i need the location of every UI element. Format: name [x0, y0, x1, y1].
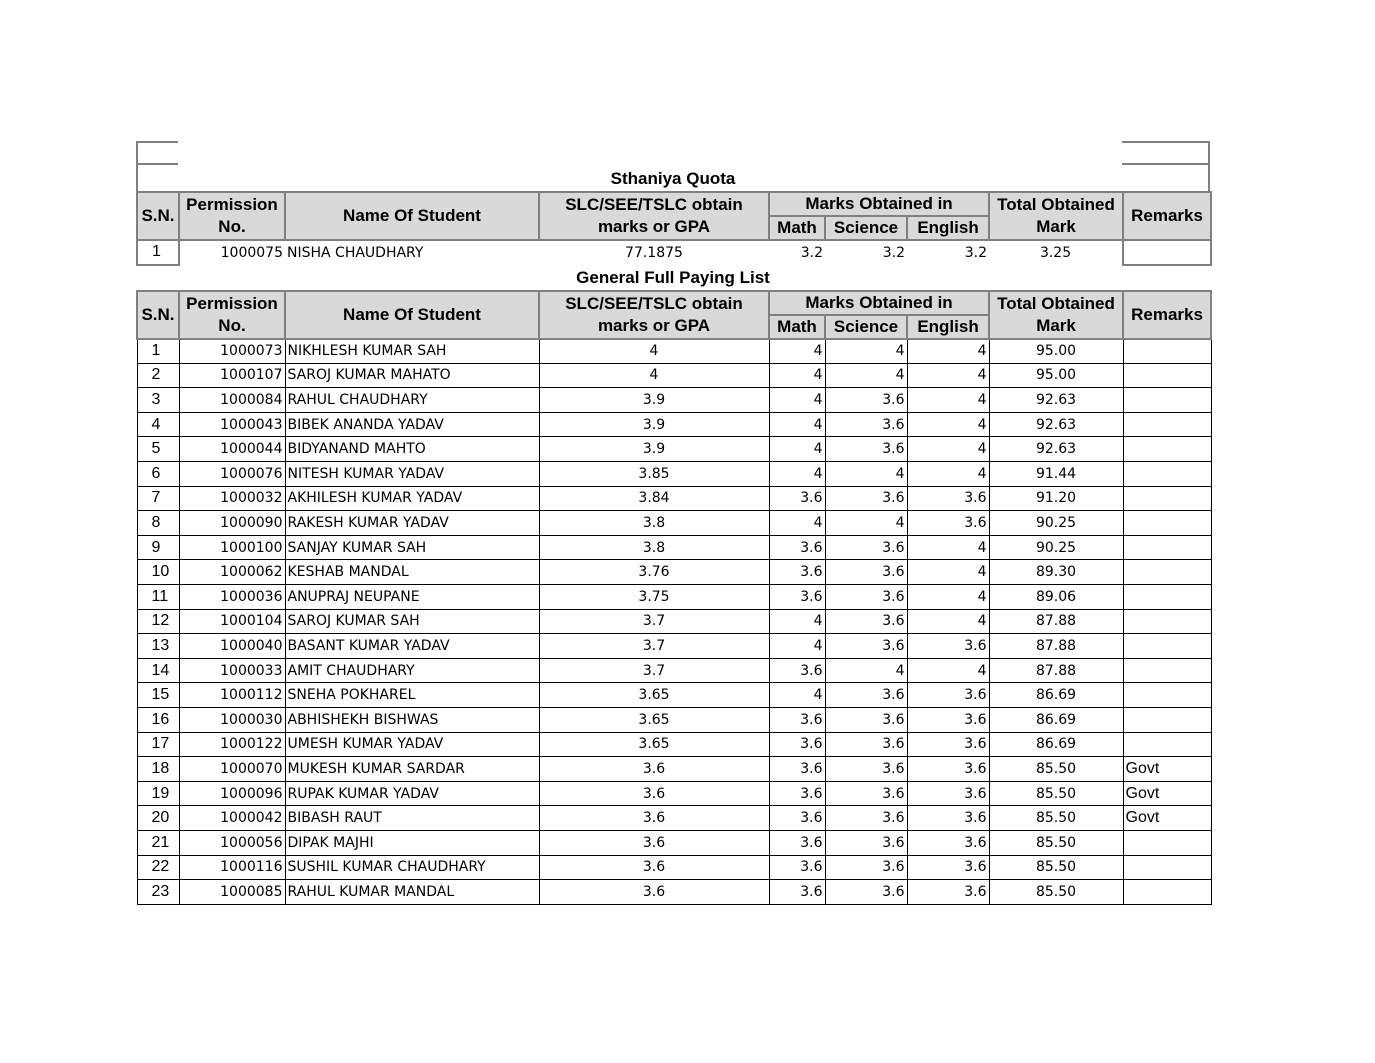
cell-student-name: SUSHIL KUMAR CHAUDHARY: [285, 855, 539, 880]
general-full-paying-title: General Full Paying List: [576, 267, 770, 287]
cell-english: 3.6: [907, 880, 989, 905]
header-total-line1: Total Obtained: [997, 195, 1115, 214]
cell-science: 3.6: [825, 683, 907, 708]
cell-total-mark: 85.50: [989, 781, 1123, 806]
cell-total-mark: 92.63: [989, 437, 1123, 462]
cell-science: 4: [825, 511, 907, 536]
cell-math: 3.6: [769, 535, 825, 560]
cell-math: 4: [769, 437, 825, 462]
cell-student-name: RAKESH KUMAR YADAV: [285, 511, 539, 536]
header-sn: S.N.: [137, 192, 179, 240]
cell-math: 3.6: [769, 757, 825, 782]
cell-remarks: Govt: [1123, 781, 1211, 806]
cell-science: 4: [825, 462, 907, 487]
cell-gpa: 3.8: [539, 535, 769, 560]
header-permission-line2: No.: [218, 315, 246, 335]
cell-math: 4: [769, 634, 825, 659]
table-row: [137, 806, 1211, 831]
cell-remarks: [1123, 634, 1211, 659]
cell-english: 3.6: [907, 830, 989, 855]
cell-science: 3.6: [825, 560, 907, 585]
table-row: [137, 708, 1211, 733]
cell-student-name: RUPAK KUMAR YADAV: [285, 781, 539, 806]
cell-student-name: RAHUL KUMAR MANDAL: [285, 880, 539, 905]
cell-gpa: 3.6: [539, 757, 769, 782]
header-gpa-line2: marks or GPA: [597, 315, 711, 335]
cell-math: 4: [769, 683, 825, 708]
cell-total-mark: 85.50: [989, 880, 1123, 905]
cell-permission-no: 1000076: [179, 462, 285, 487]
cell-gpa: 3.65: [539, 683, 769, 708]
cell-gpa: 3.76: [539, 560, 769, 585]
header-student-name: Name Of Student: [285, 291, 539, 339]
header-total-mark: [989, 291, 1123, 339]
cell-science: 3.6: [825, 757, 907, 782]
cell-gpa: 3.85: [539, 462, 769, 487]
cell-remarks: [1123, 880, 1211, 905]
cell-gpa: 3.84: [539, 486, 769, 511]
header-remarks: Remarks: [1123, 192, 1211, 240]
table-row: [137, 609, 1211, 634]
header-gpa: [539, 291, 769, 339]
cell-science: 3.6: [825, 585, 907, 610]
cell-permission-no: 1000100: [179, 535, 285, 560]
cell-sn: 12: [137, 609, 179, 634]
cell-sn: 10: [137, 560, 179, 585]
cell-sn: 11: [137, 585, 179, 610]
cell-english: 4: [907, 609, 989, 634]
cell-gpa: 3.75: [539, 585, 769, 610]
cell-science: 3.6: [825, 830, 907, 855]
cell-total-mark: 85.50: [989, 806, 1123, 831]
cell-english: 4: [907, 560, 989, 585]
table-row: [137, 560, 1211, 585]
result-sheet: [136, 141, 1210, 905]
cell-student-name: BASANT KUMAR YADAV: [285, 634, 539, 659]
header-gpa-line2: marks or GPA: [597, 217, 711, 236]
cell-science: 4: [825, 339, 907, 364]
cell-permission-no: 1000042: [179, 806, 285, 831]
table-row: [137, 781, 1211, 806]
cell-remarks: [1123, 535, 1211, 560]
cell-remarks: [1123, 388, 1211, 413]
cell-student-name: BIBASH RAUT: [285, 806, 539, 831]
cell-sn: 17: [137, 732, 179, 757]
cell-student-name: NITESH KUMAR YADAV: [285, 462, 539, 487]
cell-science: 3.6: [825, 609, 907, 634]
cell-gpa: 3.9: [539, 412, 769, 437]
cell-remarks: [1123, 732, 1211, 757]
cell-math: 4: [769, 609, 825, 634]
cell-permission-no: 1000044: [179, 437, 285, 462]
cell-permission-no: 1000090: [179, 511, 285, 536]
cell-total-mark: 87.88: [989, 609, 1123, 634]
cell-math: 4: [769, 511, 825, 536]
cell-gpa: 3.8: [539, 511, 769, 536]
header-permission-line1: Permission: [186, 293, 278, 313]
cell-sn: 18: [137, 757, 179, 782]
cell-remarks: [1123, 363, 1211, 388]
table-row: [137, 757, 1211, 782]
cell-english: 3.6: [907, 855, 989, 880]
table-row: [137, 880, 1211, 905]
header-total-line2: Mark: [1036, 315, 1076, 335]
cell-english: 4: [907, 535, 989, 560]
cell-permission-no: 1000056: [179, 830, 285, 855]
cell-permission-no: 1000112: [179, 683, 285, 708]
cell-permission-no: 1000073: [179, 339, 285, 364]
cell-total-mark: 95.00: [989, 363, 1123, 388]
cell-remarks: [1123, 437, 1211, 462]
header-science: Science: [825, 216, 907, 240]
cell-sn: 16: [137, 708, 179, 733]
cell-student-name: BIDYANAND MAHTO: [285, 437, 539, 462]
cell-gpa: 77.1875: [625, 244, 683, 261]
cell-permission-no: 1000062: [179, 560, 285, 585]
cell-sn: 15: [137, 683, 179, 708]
cell-sn: 9: [137, 535, 179, 560]
cell-science: 3.6: [825, 855, 907, 880]
header-permission-no: [179, 291, 285, 339]
cell-science: 3.6: [825, 388, 907, 413]
cell-science: 3.6: [825, 486, 907, 511]
cell-gpa: 3.9: [539, 388, 769, 413]
header-marks-obtained: Marks Obtained in: [769, 192, 989, 216]
cell-total-mark: 92.63: [989, 412, 1123, 437]
cell-sn: 13: [137, 634, 179, 659]
cell-total-mark: 85.50: [989, 830, 1123, 855]
header-gpa: [539, 192, 769, 240]
general-full-paying-rows: [137, 339, 1211, 905]
cell-permission-no: 1000075: [220, 244, 283, 261]
cell-gpa: 3.7: [539, 609, 769, 634]
cell-science: 3.6: [825, 708, 907, 733]
header-permission-line2: No.: [218, 217, 246, 236]
cell-gpa: 3.6: [539, 781, 769, 806]
cell-remarks: [1123, 240, 1211, 265]
cell-permission-no: 1000122: [179, 732, 285, 757]
cell-english: 4: [907, 437, 989, 462]
cell-math: 3.6: [769, 830, 825, 855]
cell-remarks: [1123, 486, 1211, 511]
header-english: English: [907, 315, 989, 339]
cell-permission-no: 1000116: [179, 855, 285, 880]
cell-permission-no: 1000036: [179, 585, 285, 610]
cell-total-mark: 89.30: [989, 560, 1123, 585]
cell-gpa: 4: [539, 339, 769, 364]
cell-english: 3.6: [907, 486, 989, 511]
header-total-line2: Mark: [1036, 217, 1076, 236]
cell-english: 3.6: [907, 781, 989, 806]
cell-student-name: ABHISHEKH BISHWAS: [285, 708, 539, 733]
cell-remarks: [1123, 609, 1211, 634]
cell-student-name: KESHAB MANDAL: [285, 560, 539, 585]
cell-english: 4: [907, 412, 989, 437]
cell-sn: 4: [137, 412, 179, 437]
cell-permission-no: 1000104: [179, 609, 285, 634]
cell-total-mark: 86.69: [989, 683, 1123, 708]
table-row: [137, 732, 1211, 757]
cell-gpa: 3.65: [539, 708, 769, 733]
cell-science: 3.6: [825, 781, 907, 806]
table-row: [137, 511, 1211, 536]
table-row: [137, 240, 1211, 265]
cell-science: 4: [825, 363, 907, 388]
cell-student-name: MUKESH KUMAR SARDAR: [285, 757, 539, 782]
cell-english: 3.6: [907, 732, 989, 757]
cell-english: 3.6: [907, 708, 989, 733]
cell-permission-no: 1000096: [179, 781, 285, 806]
header-student-name: Name Of Student: [285, 192, 539, 240]
cell-sn: 23: [137, 880, 179, 905]
cell-student-name: SAROJ KUMAR MAHATO: [285, 363, 539, 388]
cell-english: 4: [907, 363, 989, 388]
top-right-empty-cell: [1122, 141, 1210, 165]
table-row: [137, 363, 1211, 388]
sthaniya-quota-title: Sthaniya Quota: [610, 169, 736, 188]
general-full-paying-table: [136, 290, 1212, 905]
table-row: [137, 658, 1211, 683]
cell-sn: 1: [137, 339, 179, 364]
header-gpa-line1: SLC/SEE/TSLC obtain: [565, 293, 743, 313]
cell-remarks: [1123, 511, 1211, 536]
cell-english: 3.2: [964, 244, 988, 261]
cell-sn: 14: [137, 658, 179, 683]
cell-science: 3.6: [825, 806, 907, 831]
cell-permission-no: 1000032: [179, 486, 285, 511]
cell-permission-no: 1000107: [179, 363, 285, 388]
cell-total-mark: 90.25: [989, 511, 1123, 536]
cell-sn: 20: [137, 806, 179, 831]
cell-sn: 21: [137, 830, 179, 855]
table-row: [137, 830, 1211, 855]
cell-sn: 6: [137, 462, 179, 487]
header-english: English: [907, 216, 989, 240]
cell-sn: 19: [137, 781, 179, 806]
cell-sn: 8: [137, 511, 179, 536]
cell-student-name: RAHUL CHAUDHARY: [285, 388, 539, 413]
cell-total-mark: 95.00: [989, 339, 1123, 364]
cell-student-name: SAROJ KUMAR SAH: [285, 609, 539, 634]
cell-student-name: AMIT CHAUDHARY: [285, 658, 539, 683]
cell-math: 3.6: [769, 708, 825, 733]
table-row: [137, 683, 1211, 708]
cell-remarks: [1123, 560, 1211, 585]
cell-remarks: [1123, 339, 1211, 364]
header-permission-line1: Permission: [186, 195, 278, 214]
cell-remarks: [1123, 585, 1211, 610]
cell-english: 4: [907, 339, 989, 364]
cell-total-mark: 86.69: [989, 732, 1123, 757]
cell-science: 3.6: [825, 437, 907, 462]
cell-gpa: 4: [539, 363, 769, 388]
cell-english: 3.6: [907, 683, 989, 708]
cell-math: 3.6: [769, 585, 825, 610]
cell-permission-no: 1000085: [179, 880, 285, 905]
cell-english: 3.6: [907, 634, 989, 659]
cell-permission-no: 1000043: [179, 412, 285, 437]
header-total-mark: [989, 192, 1123, 240]
table-row: [137, 412, 1211, 437]
header-science: Science: [825, 315, 907, 339]
cell-total-mark: 91.20: [989, 486, 1123, 511]
cell-math: 3.6: [769, 855, 825, 880]
cell-permission-no: 1000070: [179, 757, 285, 782]
header-marks-obtained: Marks Obtained in: [769, 291, 989, 315]
table-row: [137, 855, 1211, 880]
cell-student-name: AKHILESH KUMAR YADAV: [285, 486, 539, 511]
cell-math: 4: [769, 412, 825, 437]
cell-total-mark: 85.50: [989, 757, 1123, 782]
cell-remarks: [1123, 708, 1211, 733]
cell-remarks: [1123, 855, 1211, 880]
cell-math: 3.6: [769, 806, 825, 831]
cell-student-name: NISHA CHAUDHARY: [287, 244, 424, 261]
cell-gpa: 3.6: [539, 880, 769, 905]
cell-math: 4: [769, 363, 825, 388]
cell-sn: 5: [137, 437, 179, 462]
sthaniya-quota-rows: [137, 240, 1211, 265]
cell-remarks: [1123, 683, 1211, 708]
cell-gpa: 3.6: [539, 806, 769, 831]
cell-student-name: ANUPRAJ NEUPANE: [285, 585, 539, 610]
table-row: [137, 486, 1211, 511]
table-row: [137, 462, 1211, 487]
cell-science: 4: [825, 658, 907, 683]
header-permission-no: [179, 192, 285, 240]
table-row: [137, 388, 1211, 413]
sthaniya-title-box: [136, 141, 1210, 191]
cell-gpa: 3.6: [539, 855, 769, 880]
header-gpa-line1: SLC/SEE/TSLC obtain: [565, 195, 743, 214]
cell-permission-no: 1000030: [179, 708, 285, 733]
cell-total-mark: 3.25: [1039, 244, 1072, 261]
cell-math: 3.6: [769, 732, 825, 757]
cell-math: 3.2: [800, 244, 823, 261]
sthaniya-quota-table: [136, 191, 1212, 266]
cell-total-mark: 87.88: [989, 634, 1123, 659]
cell-permission-no: 1000033: [179, 658, 285, 683]
cell-total-mark: 92.63: [989, 388, 1123, 413]
cell-student-name: SNEHA POKHAREL: [285, 683, 539, 708]
cell-math: 3.6: [769, 486, 825, 511]
cell-remarks: Govt: [1123, 757, 1211, 782]
cell-english: 3.6: [907, 511, 989, 536]
table-row: [137, 437, 1211, 462]
top-left-empty-cell: [136, 141, 178, 165]
cell-math: 3.6: [769, 781, 825, 806]
cell-gpa: 3.6: [539, 830, 769, 855]
cell-remarks: [1123, 412, 1211, 437]
cell-english: 4: [907, 388, 989, 413]
cell-math: 4: [769, 388, 825, 413]
cell-science: 3.6: [825, 732, 907, 757]
cell-remarks: [1123, 830, 1211, 855]
cell-science: 3.2: [882, 244, 905, 261]
table-row: [137, 339, 1211, 364]
cell-student-name: UMESH KUMAR YADAV: [285, 732, 539, 757]
cell-math: 3.6: [769, 880, 825, 905]
header-sn: S.N.: [137, 291, 179, 339]
cell-sn: 3: [137, 388, 179, 413]
cell-permission-no: 1000084: [179, 388, 285, 413]
table-row: [137, 585, 1211, 610]
cell-total-mark: 87.88: [989, 658, 1123, 683]
cell-sn: 1: [137, 240, 179, 265]
cell-english: 4: [907, 658, 989, 683]
cell-math: 3.6: [769, 658, 825, 683]
cell-science: 3.6: [825, 880, 907, 905]
cell-total-mark: 89.06: [989, 585, 1123, 610]
cell-math: 4: [769, 339, 825, 364]
cell-science: 3.6: [825, 412, 907, 437]
cell-student-name: DIPAK MAJHI: [285, 830, 539, 855]
cell-gpa: 3.7: [539, 634, 769, 659]
cell-science: 3.6: [825, 634, 907, 659]
cell-sn: 2: [137, 363, 179, 388]
cell-science: 3.6: [825, 535, 907, 560]
cell-total-mark: 86.69: [989, 708, 1123, 733]
cell-sn: 22: [137, 855, 179, 880]
cell-english: 3.6: [907, 757, 989, 782]
header-math: Math: [769, 315, 825, 339]
cell-total-mark: 90.25: [989, 535, 1123, 560]
cell-gpa: 3.65: [539, 732, 769, 757]
cell-permission-no: 1000040: [179, 634, 285, 659]
cell-english: 4: [907, 462, 989, 487]
cell-total-mark: 85.50: [989, 855, 1123, 880]
cell-math: 4: [769, 462, 825, 487]
cell-student-name: BIBEK ANANDA YADAV: [285, 412, 539, 437]
table-row: [137, 634, 1211, 659]
cell-sn: 7: [137, 486, 179, 511]
cell-remarks: Govt: [1123, 806, 1211, 831]
cell-remarks: [1123, 462, 1211, 487]
cell-remarks: [1123, 658, 1211, 683]
table-row: [137, 535, 1211, 560]
header-total-line1: Total Obtained: [997, 293, 1115, 313]
cell-english: 3.6: [907, 806, 989, 831]
cell-gpa: 3.9: [539, 437, 769, 462]
header-math: Math: [769, 216, 825, 240]
cell-math: 3.6: [769, 560, 825, 585]
cell-total-mark: 91.44: [989, 462, 1123, 487]
cell-english: 4: [907, 585, 989, 610]
header-remarks: Remarks: [1123, 291, 1211, 339]
cell-student-name: NIKHLESH KUMAR SAH: [285, 339, 539, 364]
cell-student-name: SANJAY KUMAR SAH: [285, 535, 539, 560]
cell-gpa: 3.7: [539, 658, 769, 683]
